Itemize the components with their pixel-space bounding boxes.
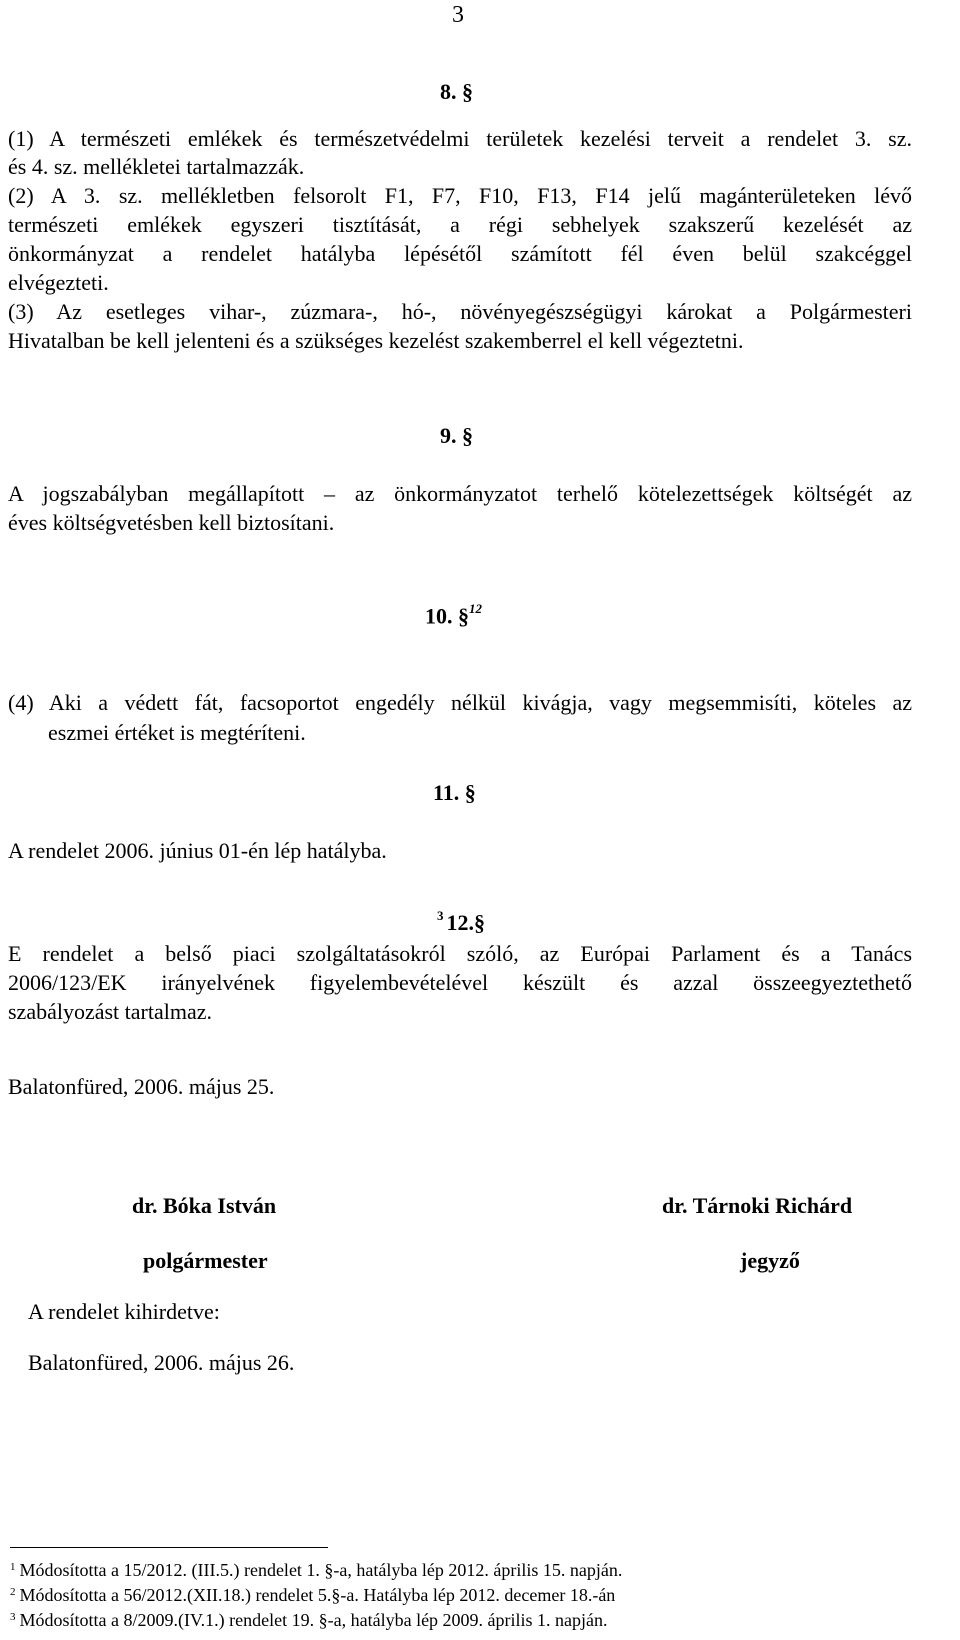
- section-8-p1-line2: és 4. sz. mellékletei tartalmazzák.: [8, 154, 305, 179]
- section-12-heading: [437, 910, 485, 936]
- section-12-heading-text: 12.§: [446, 910, 485, 936]
- section-9-line2: éves költségvetésben kell biztosítani.: [8, 510, 335, 535]
- signature-right-title: jegyző: [740, 1248, 800, 1273]
- section-8-p1-line1: (1) A természeti emlékek és természetvédelmi területek kezelési terveit a rendelet 3. sz.: [8, 126, 912, 151]
- footnote-1: [10, 1560, 622, 1581]
- section-10-heading-text: 10. §: [425, 603, 469, 629]
- section-10-line2: eszmei értéket is megtéríteni.: [48, 720, 306, 745]
- signature-left-name: dr. Bóka István: [132, 1193, 277, 1218]
- signature-right-name: dr. Tárnoki Richárd: [662, 1193, 853, 1218]
- section-12-line1: E rendelet a belső piaci szolgáltatásokról szóló, az Európai Parlament és a Tanács: [8, 941, 912, 966]
- footnote-2: [10, 1585, 615, 1606]
- place-date: Balatonfüred, 2006. május 25.: [8, 1074, 275, 1099]
- section-8-p3-line1: (3) Az esetleges vihar-, zúzmara-, hó-, növényegészségügyi károkat a Polgármesteri: [8, 299, 912, 324]
- section-11-text: A rendelet 2006. június 01-én lép hatályba.: [8, 838, 387, 863]
- footnote-1-number: 1: [10, 1561, 16, 1573]
- section-8-p2-line3: önkormányzat a rendelet hatályba lépésétől számított fél éven belül szakcéggel: [8, 241, 912, 266]
- promulgation-label: A rendelet kihirdetve:: [28, 1299, 220, 1324]
- section-12-line3: szabályozást tartalmaz.: [8, 999, 213, 1024]
- section-11-heading: 11. §: [433, 780, 476, 805]
- page-number: 3: [452, 2, 464, 28]
- promulgation-date: Balatonfüred, 2006. május 26.: [28, 1350, 295, 1375]
- section-12-line2: 2006/123/EK irányelvének figyelembevételével készült és azzal összeegyeztethető: [8, 970, 912, 995]
- section-9-line1: A jogszabályban megállapított – az önkormányzatot terhelő kötelezettségek költségét az: [8, 481, 912, 506]
- section-12-footnote-ref: 3: [437, 908, 444, 923]
- section-8-p3-line2: Hivatalban be kell jelenteni és a szükséges kezelést szakemberrel el kell végeztetni.: [8, 328, 744, 353]
- section-10-line1: (4) Aki a védett fát, facsoportot engedély nélkül kivágja, vagy megsemmisíti, köteles az: [8, 690, 912, 715]
- section-8-p2-line1: (2) A 3. sz. mellékletben felsorolt F1, F7, F10, F13, F14 jelű magánterületeken lévő: [8, 183, 912, 208]
- section-9-heading: 9. §: [440, 423, 473, 448]
- footnote-separator: [10, 1547, 328, 1548]
- footnote-3: [10, 1610, 608, 1631]
- section-10-heading: [425, 603, 482, 629]
- footnote-2-text: Módosította a 56/2012.(XII.18.) rendelet 5.§-a. Hatályba lép 2012. decemer 18.-án: [19, 1585, 616, 1605]
- section-8-heading: 8. §: [440, 79, 473, 104]
- section-10-footnote-ref: 12: [469, 601, 482, 616]
- footnote-2-number: 2: [10, 1586, 16, 1598]
- footnote-3-text: Módosította a 8/2009.(IV.1.) rendelet 19. §-a, hatályba lép 2009. április 1. napján.: [19, 1610, 608, 1630]
- section-8-p2-line2: természeti emlékek egyszeri tisztítását, a régi sebhelyek szakszerű kezelését az: [8, 212, 912, 237]
- section-8-p2-line4: elvégezteti.: [8, 270, 109, 295]
- signature-left-title: polgármester: [143, 1248, 268, 1273]
- footnote-3-number: 3: [10, 1611, 16, 1623]
- footnote-1-text: Módosította a 15/2012. (III.5.) rendelet 1. §-a, hatályba lép 2012. április 15. napján.: [19, 1560, 623, 1580]
